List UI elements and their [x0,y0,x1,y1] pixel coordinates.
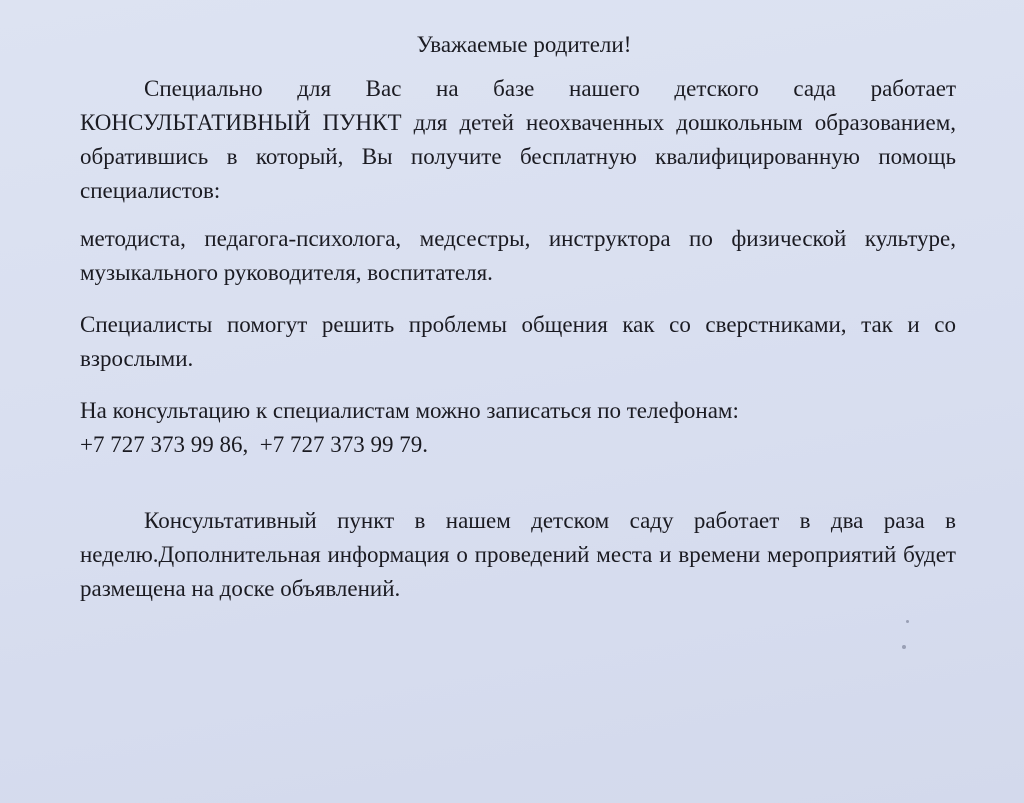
phones-label: На консультацию к специалистам можно записаться по телефонам: [80,398,739,423]
paper-speck [906,620,909,623]
help-paragraph: Специалисты помогут решить проблемы общения как со сверстниками, так и со взрослыми. [80,312,956,371]
paper-speck [902,645,906,649]
schedule-paragraph: Консультативный пункт в нашем детском саду работает в два раза в неделю.Дополнительная информация о проведений места и времени мероприятий будет размещена на доске объявлений. [80,508,956,601]
phone-numbers: +7 727 373 99 86, +7 727 373 99 79. [80,432,428,457]
phones-paragraph [80,394,956,462]
intro-paragraph: Специально для Вас на базе нашего детского сада работает КОНСУЛЬТАТИВНЫЙ ПУНКТ для детей неохваченных дошкольным образованием, обратившись в который, Вы получите бесплатную квалифицированную помощь специалистов: [80,76,956,203]
greeting-heading: Уважаемые родители! [416,32,632,57]
specialists-paragraph: методиста, педагога-психолога, медсестры, инструктора по физической культуре, музыкального руководителя, воспитателя. [80,226,956,285]
